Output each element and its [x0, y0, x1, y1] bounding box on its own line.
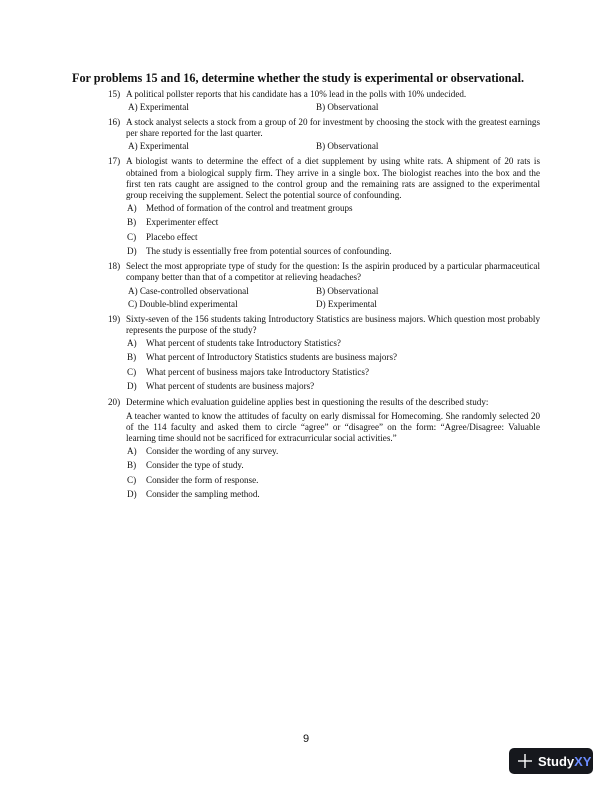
question-16	[108, 117, 540, 139]
plus-icon	[517, 753, 533, 769]
choice-c: C) What percent of business majors take Introductory Statistics?	[127, 366, 369, 377]
question-text: Sixty-seven of the 156 students taking Introductory Statistics are business majors. Which question most probably represents the purpose of the study?	[126, 313, 540, 335]
page-number: 9	[302, 733, 310, 745]
choice-b: B) Observational	[316, 285, 379, 296]
problem-heading: For problems 15 and 16, determine whether the study is experimental or observational.	[72, 71, 525, 85]
question-number: 19)	[108, 313, 121, 324]
choice-b: B) What percent of Introductory Statistics students are business majors?	[127, 352, 398, 363]
answer-choices	[108, 299, 540, 310]
question-number: 16)	[108, 117, 121, 128]
study-scenario: A teacher wanted to know the attitudes of faculty on early dismissal for Homecoming. She randomly selected 20 of the 114 faculty and asked them to circle “agree” or “disagree” on the form: “Agree/Disagree: Valuable learning time should not be sacrificed for extracurricular social activities.”	[126, 410, 540, 443]
answer-choices	[108, 141, 540, 152]
studyxy-badge[interactable]	[509, 748, 593, 774]
choice-a: A) Experimental	[128, 102, 189, 113]
choice-c: C) Placebo effect	[127, 231, 198, 242]
choice-d: D) Experimental	[316, 298, 377, 309]
question-number: 18)	[108, 261, 121, 272]
answer-choices	[108, 338, 540, 393]
badge-suffix: XY	[574, 753, 592, 769]
questions-body	[108, 89, 540, 504]
question-text: Select the most appropriate type of study for the question: Is the aspirin produced by a particular pharmaceutical company better than that of a competitor at relieving headaches?	[126, 261, 540, 283]
question-text: A stock analyst selects a stock from a group of 20 for investment by choosing the stock with the greatest earnings per share reported for the last quarter.	[126, 117, 540, 139]
choice-d: D) Consider the sampling method.	[127, 489, 260, 500]
choice-b: B) Observational	[316, 102, 379, 113]
answer-choices	[108, 446, 540, 501]
question-text: A biologist wants to determine the effect of a diet supplement by using white rats. A shipment of 20 rats is obtained from a biological supply firm. They arrive in a single box. The biologist reaches into the box and the first ten rats caught are assigned to the control group and the remaining rats are assigned to the experimental group receiving the supplement. Select the potential source of confounding.	[126, 156, 540, 200]
badge-prefix: Study	[538, 753, 575, 769]
question-20	[108, 397, 540, 444]
question-15	[108, 89, 540, 100]
question-text: A political pollster reports that his candidate has a 10% lead in the polls with 10% undecided.	[126, 89, 467, 99]
choice-c: C) Double-blind experimental	[128, 298, 238, 309]
choice-a: A) Experimental	[128, 141, 189, 152]
choice-b: B) Consider the type of study.	[127, 460, 244, 471]
choice-d: D) What percent of students are business majors?	[127, 381, 315, 392]
question-number: 20)	[108, 396, 121, 407]
answer-choices	[108, 286, 540, 297]
choice-a: A) Case-controlled observational	[128, 285, 249, 296]
choice-c: C) Consider the form of response.	[127, 474, 259, 485]
choice-a: A) Method of formation of the control and treatment groups	[127, 202, 353, 213]
question-18	[108, 261, 540, 283]
choice-a: A) Consider the wording of any survey.	[127, 445, 279, 456]
choice-b: B) Observational	[316, 141, 379, 152]
choice-a: A) What percent of students take Introductory Statistics?	[127, 337, 341, 348]
question-number: 15)	[108, 89, 121, 99]
choice-b: B) Experimenter effect	[127, 217, 219, 228]
question-19	[108, 314, 540, 336]
question-number: 17)	[108, 156, 121, 167]
answer-choices	[108, 203, 540, 258]
answer-choices	[108, 102, 540, 113]
choice-d: D) The study is essentially free from potential sources of confounding.	[127, 246, 392, 257]
question-text: Determine which evaluation guideline applies best in questioning the results of the described study:	[126, 396, 489, 407]
question-17	[108, 156, 540, 200]
